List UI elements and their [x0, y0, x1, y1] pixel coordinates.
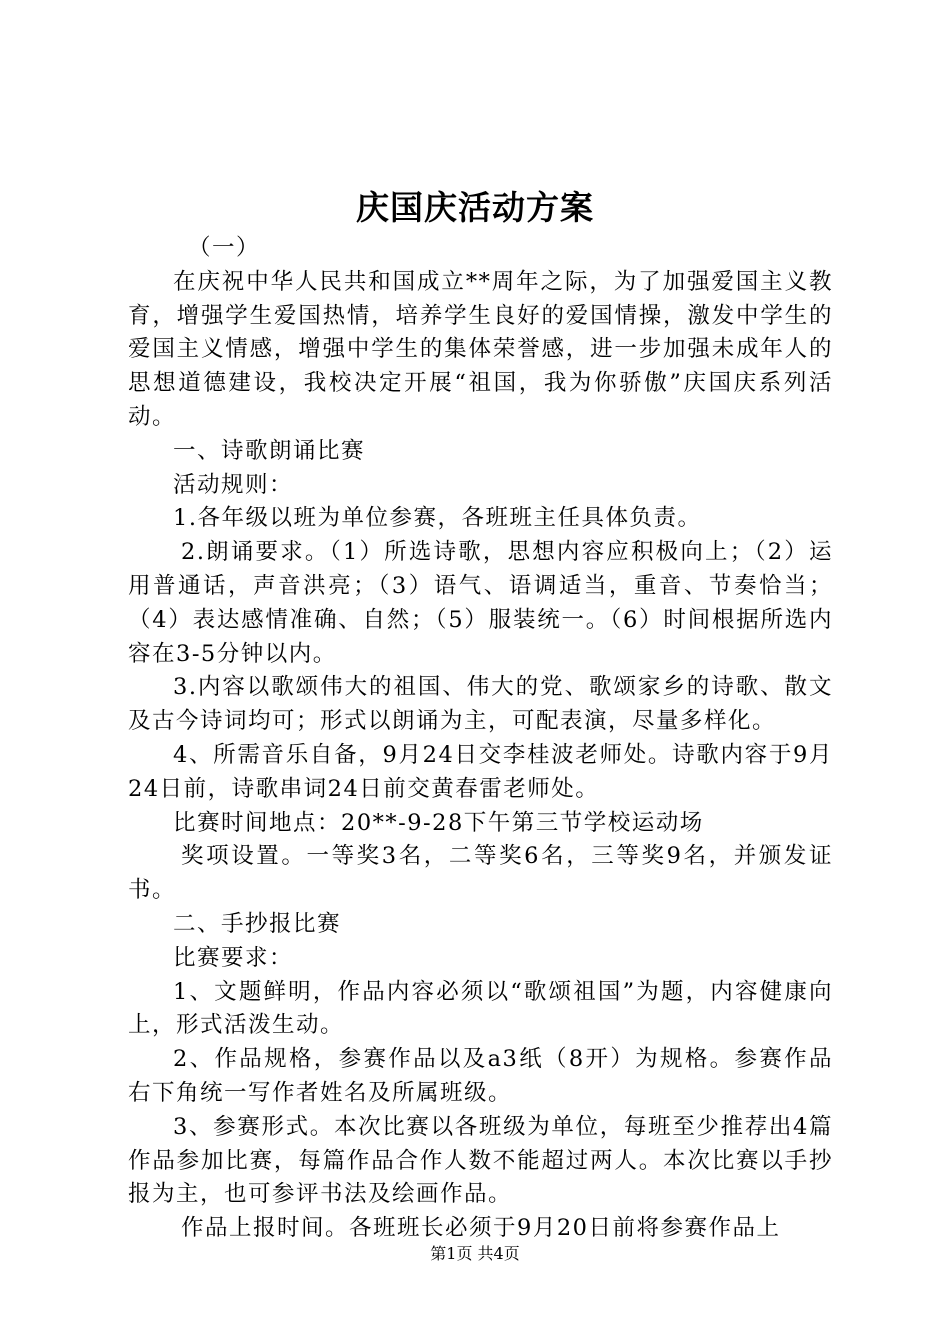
requirement-item-2: 2、作品规格，参赛作品以及a3纸（8开）为规格。参赛作品右下角统一写作者姓名及所属班级。 [128, 1046, 833, 1106]
intro-paragraph: 在庆祝中华人民共和国成立**周年之际，为了加强爱国主义教育，增强学生爱国热情，培养学生良好的爱国情操，激发中学生的爱国主义情感，增强中学生的集体荣誉感，进一步加强未成年人的思想道德建设，我校决定开展“祖国，我为你骄傲”庆国庆系列活动。 [128, 268, 833, 430]
rule-item-1: 1.各年级以班为单位参赛，各班班主任具体负责。 [173, 505, 702, 532]
requirement-item-3: 3、参赛形式。本次比赛以各班级为单位，每班至少推荐出4篇作品参加比赛，每篇作品合作人数不能超过两人。本次比赛以手抄报为主，也可参评书法及绘画作品。 [128, 1113, 833, 1208]
rule-item-3: 3.内容以歌颂伟大的祖国、伟大的党、歌颂家乡的诗歌、散文及古今诗词均可；形式以朗诵为主，可配表演，尽量多样化。 [128, 674, 833, 735]
section-heading-newspaper: 二、手抄报比赛 [173, 910, 342, 937]
submission-time: 作品上报时间。各班班长必须于9月20日前将参赛作品上 [181, 1215, 781, 1242]
rules-label: 活动规则： [173, 471, 294, 498]
document-title: 庆国庆活动方案 [356, 188, 594, 227]
requirements-label: 比赛要求： [173, 944, 294, 971]
section-heading-poetry: 一、诗歌朗诵比赛 [173, 437, 366, 464]
document-body [128, 232, 833, 1246]
section-marker: （一） [188, 235, 261, 261]
rule-item-4: 4、所需音乐自备，9月24日交李桂波老师处。诗歌内容于9月24日前，诗歌串词24日前交黄春雷老师处。 [128, 741, 833, 802]
requirement-item-1: 1、文题鲜明，作品内容必须以“歌颂祖国”为题，内容健康向上，形式活泼生动。 [128, 978, 833, 1039]
award-settings: 奖项设置。一等奖3名，二等奖6名，三等奖9名，并颁发证书。 [128, 843, 833, 904]
competition-time-place: 比赛时间地点：20**-9-28下午第三节学校运动场 [173, 809, 704, 836]
rule-item-2: 2.朗诵要求。（1）所选诗歌，思想内容应积极向上；（2）运用普通话，声音洪亮；（3）语气、语调适当，重音、节奏恰当；（4）表达感情准确、自然；（5）服装统一。（6）时间根据所选内容在3-5分钟以内。 [128, 539, 833, 667]
page-indicator: 第1页 共4页 [430, 1244, 520, 1263]
